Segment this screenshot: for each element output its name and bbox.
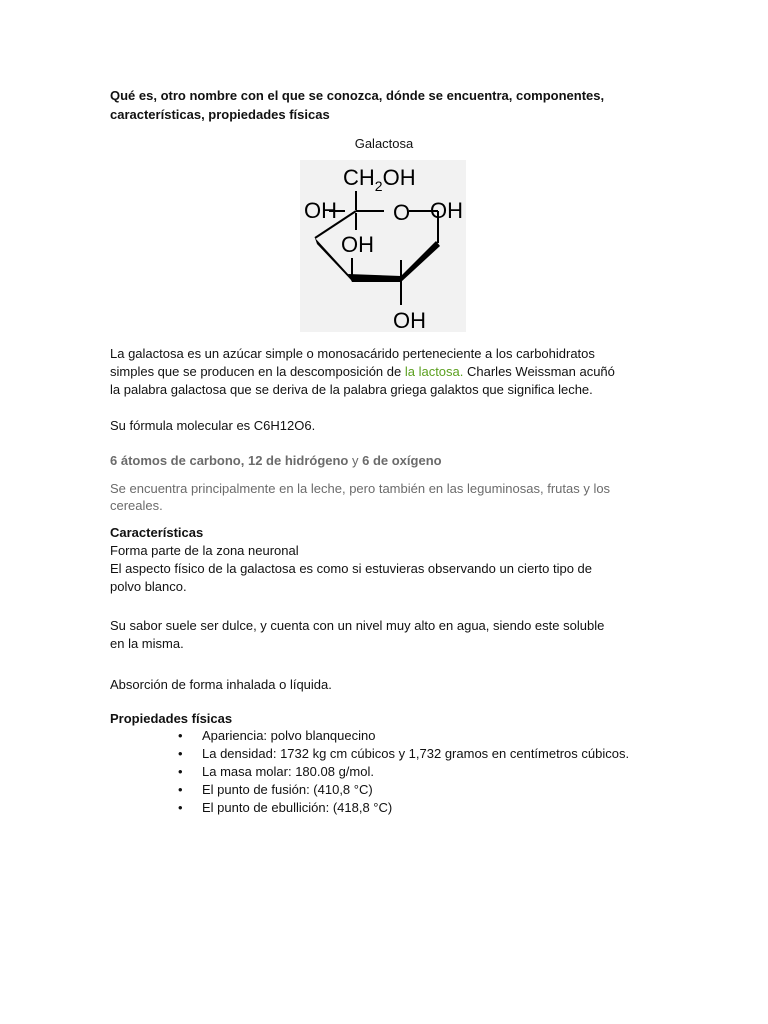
atom-count-part-b: 6 de oxígeno: [362, 453, 442, 468]
list-item: [170, 727, 630, 745]
intro-line-1: Qué es, otro nombre con el que se conozca, dónde se encuentra, componentes,: [110, 88, 605, 103]
galactose-structure-diagram: [300, 160, 466, 332]
bullet-icon: •: [178, 746, 183, 761]
property-melting-point: El punto de fusión: (410,8 °C): [202, 782, 373, 797]
molecular-formula: Su fórmula molecular es C6H12O6.: [110, 418, 316, 433]
label-left-oh: OH: [304, 198, 337, 223]
label-bottom-oh: OH: [393, 308, 426, 332]
label-ch2oh: $CH_2OH$: [343, 165, 416, 194]
label-ring-o: O: [393, 200, 411, 225]
atom-count-conjunction: y: [348, 453, 363, 468]
characteristics-heading: Características: [110, 525, 204, 540]
description-line-2: [110, 363, 615, 381]
list-item: [170, 763, 630, 781]
property-boiling-point: El punto de ebullición: (418,8 °C): [202, 800, 393, 815]
description-line-3: la palabra galactosa que se deriva de la palabra griega galaktos que significa leche.: [110, 382, 593, 397]
list-item: [170, 745, 630, 763]
property-molar-mass: La masa molar: 180.08 g/mol.: [202, 764, 374, 779]
list-item: [170, 799, 630, 817]
bond-wedge-bottom: [348, 274, 401, 282]
lactosa-link[interactable]: la lactosa.: [404, 364, 464, 379]
properties-heading: Propiedades físicas: [110, 711, 233, 726]
taste-line-2: en la misma.: [110, 636, 184, 651]
bullet-icon: •: [178, 764, 183, 779]
absorption-text: Absorción de forma inhalada o líquida.: [110, 677, 332, 692]
characteristics-line-2: El aspecto físico de la galactosa es como si estuvieras observando un cierto tipo de: [110, 561, 592, 576]
bullet-icon: •: [178, 782, 183, 797]
label-inner-oh: OH: [341, 232, 374, 257]
property-density: La densidad: 1732 kg cm cúbicos y 1,732 gramos en centímetros cúbicos.: [202, 746, 630, 761]
characteristics-line-3: polvo blanco.: [110, 579, 187, 594]
bond-wedge-right: [401, 241, 440, 282]
intro-line-2: características, propiedades físicas: [110, 107, 330, 122]
document-title: Galactosa: [354, 136, 414, 151]
characteristics-line-1: Forma parte de la zona neuronal: [110, 543, 299, 558]
description-line-2-text: simples que se producen en la descomposición de: [110, 364, 405, 379]
atom-count-part-a: 6 átomos de carbono, 12 de hidrógeno: [110, 453, 349, 468]
atom-count: [110, 452, 442, 470]
taste-line-1: Su sabor suele ser dulce, y cuenta con un nivel muy alto en agua, siendo este soluble: [110, 618, 605, 633]
bullet-icon: •: [178, 800, 183, 815]
location-line-2: cereales.: [110, 498, 163, 513]
location-line-1: Se encuentra principalmente en la leche, pero también en las leguminosas, frutas y los: [110, 481, 611, 496]
description-line-2-rest: Charles Weissman acuñó: [463, 364, 615, 379]
list-item: [170, 781, 630, 799]
property-appearance: Apariencia: polvo blanquecino: [202, 728, 376, 743]
properties-list: [170, 727, 630, 817]
description-line-1: La galactosa es un azúcar simple o monosacárido perteneciente a los carbohidratos: [110, 346, 595, 361]
label-right-oh: OH: [430, 198, 463, 223]
galactose-structure-svg: [300, 160, 466, 332]
bullet-icon: •: [178, 728, 183, 743]
